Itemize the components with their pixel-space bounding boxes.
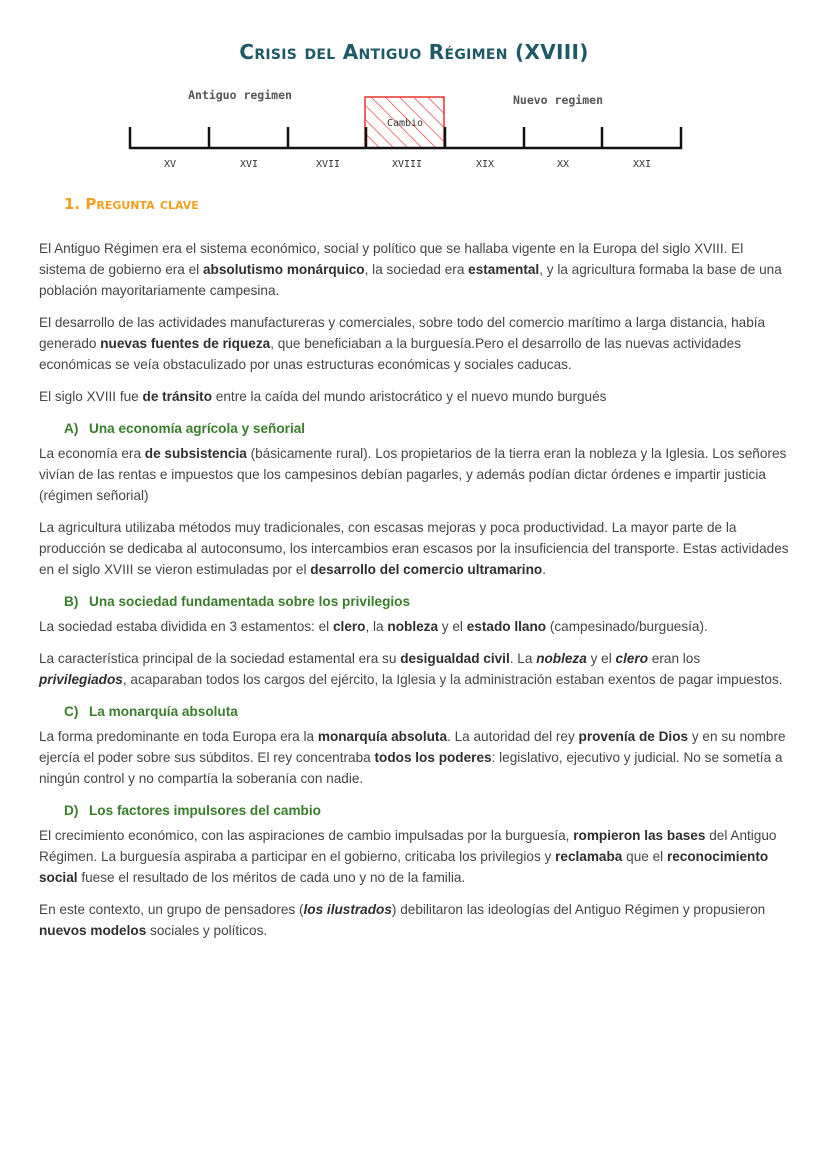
century-label: XVI <box>239 159 259 170</box>
section-a-paragraph: La economía era de subsistencia (básicamente rural). Los propietarios de la tierra eran la nobleza y la Iglesia. Los señores vivían de las rentas e impuestos que los campesinos debían pagarles, y además podían dictar órdenes e impartir justicia (régimen señorial) <box>39 446 787 503</box>
subsection-heading-d: D) Los factores impulsores del cambio <box>64 803 321 818</box>
timeline-highlight-label: Cambio <box>386 118 424 129</box>
subsection-heading-b: B) Una sociedad fundamentada sobre los privilegios <box>64 594 411 609</box>
century-timeline <box>0 80 828 180</box>
century-label: XVII <box>315 159 341 170</box>
timeline-right-label: Nuevo regimen <box>512 93 604 107</box>
timeline-left-label: Antiguo regimen <box>188 88 292 102</box>
timeline-diagram <box>0 80 828 180</box>
century-label: XX <box>556 159 570 170</box>
section-a-paragraph: La agricultura utilizaba métodos muy tradicionales, con escasas mejoras y poca productividad. La mayor parte de la producción se dedicaba al autoconsumo, los intercambios eran escasos por la insuficiencia del transporte. Estas actividades en el siglo XVIII se vieron estimuladas por el desarrollo del comercio ultramarino. <box>39 520 789 577</box>
century-label: XXI <box>632 159 652 170</box>
section-d-paragraph: El crecimiento económico, con las aspiraciones de cambio impulsadas por la burguesía, rompieron las bases del Antiguo Régimen. La burguesía aspiraba a participar en el gobierno, criticaba los privilegios y reclamaba que el reconocimiento social fuese el resultado de los méritos de cada uno y no de la familia. <box>39 828 777 885</box>
intro-paragraph: El siglo XVIII fue de tránsito entre la caída del mundo aristocrático y el nuevo mundo burgués <box>39 389 607 404</box>
section-heading: 1. Pregunta clave <box>64 195 199 213</box>
intro-paragraph: El Antiguo Régimen era el sistema económico, social y político que se hallaba vigente en la Europa del siglo XVIII. El sistema de gobierno era el absolutismo monárquico, la sociedad era estamental, y la agricultura formaba la base de una población mayoritariamente campesina. <box>39 241 782 298</box>
century-label: XIX <box>475 159 495 170</box>
century-label: XV <box>163 159 177 170</box>
intro-paragraph: El desarrollo de las actividades manufactureras y comerciales, sobre todo del comercio marítimo a larga distancia, había generado nuevas fuentes de riqueza, que beneficiaban a la burguesía.Pero el desarrollo de las nuevas actividades económicas se veía obstaculizado por unas estructuras económicas y sociales caducas. <box>39 315 766 372</box>
subsection-heading-c: C) La monarquía absoluta <box>64 704 238 719</box>
section-b-paragraph: La característica principal de la sociedad estamental era su desigualdad civil. La nobleza y el clero eran los privilegiados, acaparaban todos los cargos del ejército, la Iglesia y la administración estaban exentos de pagar impuestos. <box>39 651 783 687</box>
section-b-paragraph: La sociedad estaba dividida en 3 estamentos: el clero, la nobleza y el estado llano (campesinado/burguesía). <box>39 619 708 634</box>
century-label: XVIII <box>391 159 423 170</box>
section-c-paragraph: La forma predominante en toda Europa era la monarquía absoluta. La autoridad del rey provenía de Dios y en su nombre ejercía el poder sobre sus súbditos. El rey concentraba todos los poderes: legislativo, ejecutivo y judicial. No se sometía a ningún control y no compartía la soberanía con nadie. <box>39 729 786 786</box>
page-title: Crisis del Antiguo Régimen (XVIII) <box>239 40 589 64</box>
subsection-heading-a: A) Una economía agrícola y señorial <box>64 421 306 436</box>
document-body <box>39 238 789 952</box>
section-d-paragraph: En este contexto, un grupo de pensadores (los ilustrados) debilitaron las ideologías del Antiguo Régimen y propusieron nuevos modelos sociales y políticos. <box>39 902 766 938</box>
